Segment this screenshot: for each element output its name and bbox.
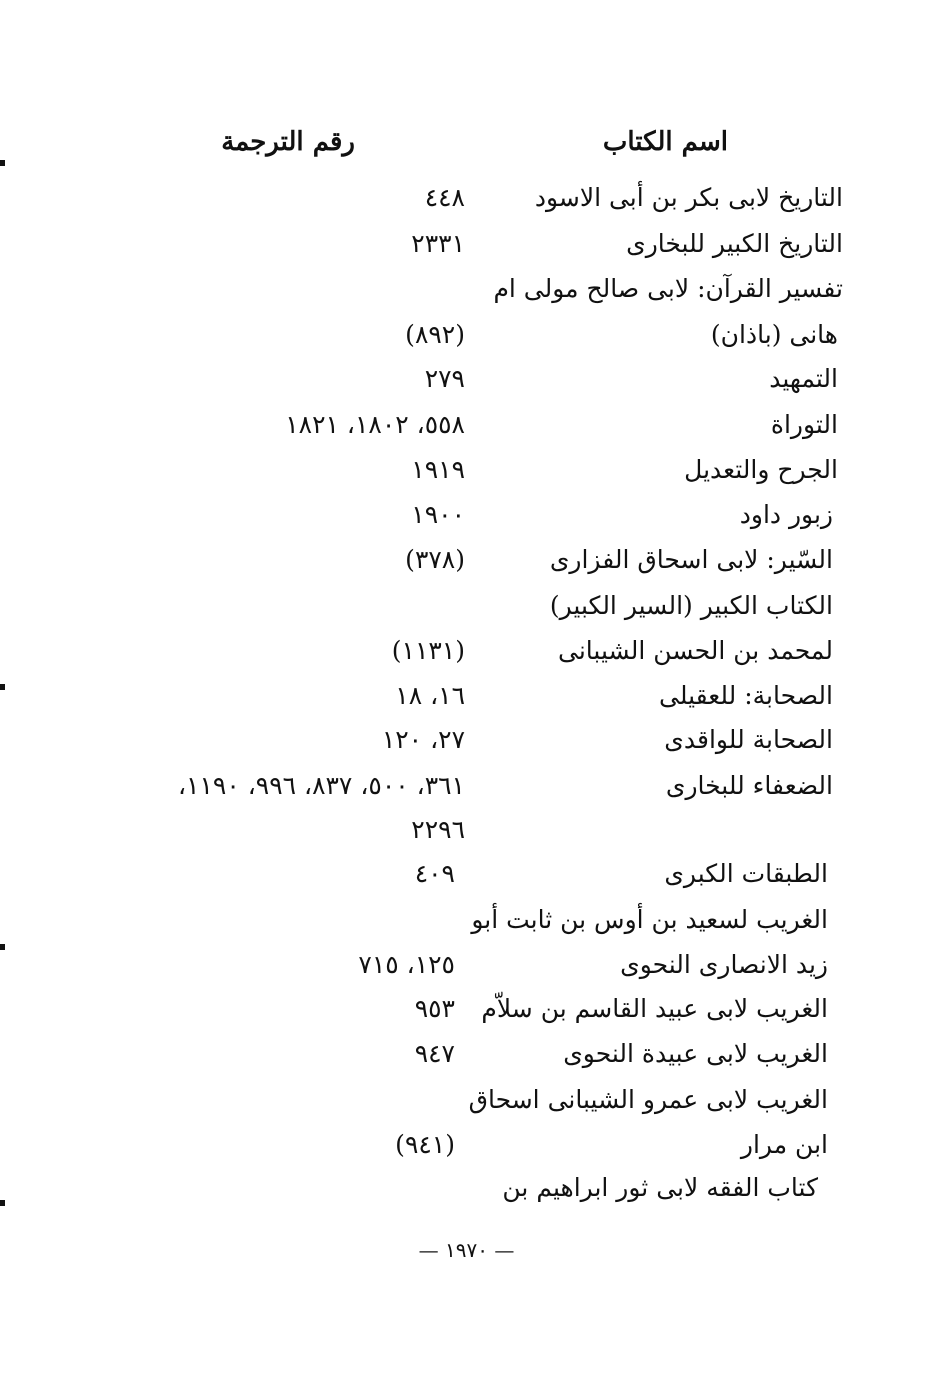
margin-mark — [0, 160, 5, 166]
book-title: السّير: لابى اسحاق الفزارى — [549, 545, 833, 574]
index-row — [0, 274, 933, 318]
entry-number: ١٦، ١٨ — [395, 681, 465, 710]
book-title: الجرح والتعديل — [684, 455, 838, 484]
book-title: كتاب الفقه لابى ثور ابراهيم بن — [502, 1173, 818, 1202]
book-title: التمهيد — [769, 364, 838, 393]
entry-number: ١٩٠٠ — [411, 500, 465, 529]
book-title: الكتاب الكبير (السير الكبير) — [549, 591, 833, 620]
page-number: — ١٩٧٠ — — [418, 1238, 515, 1262]
book-title: الصحابة: للعقيلى — [659, 681, 833, 710]
index-row — [0, 500, 933, 544]
entry-number: ٥٥٨، ١٨٠٢، ١٨٢١ — [285, 410, 465, 439]
index-row — [0, 455, 933, 499]
entry-number: ٣٦١، ٥٠٠، ٨٣٧، ٩٩٦، ١١٩٠، — [177, 771, 465, 800]
index-row — [0, 905, 933, 949]
book-title: زبور داود — [739, 500, 833, 529]
entry-number: (٣٧٨) — [405, 545, 465, 574]
index-row — [0, 591, 933, 635]
index-row — [0, 183, 933, 227]
index-row — [0, 410, 933, 454]
index-row — [0, 725, 933, 769]
entry-number: (١١٣١) — [391, 636, 465, 665]
entry-number: ٢٣٣١ — [411, 229, 465, 258]
index-row — [0, 681, 933, 725]
book-title: الطبقات الكبرى — [664, 859, 828, 888]
index-row — [0, 1039, 933, 1083]
entry-number: (٨٩٢) — [405, 320, 465, 349]
entry-number: ١٩١٩ — [411, 455, 465, 484]
index-row — [0, 545, 933, 589]
book-title: زيد الانصارى النحوى — [620, 950, 828, 979]
index-row — [0, 859, 933, 903]
index-row — [0, 229, 933, 273]
book-title: التاريخ لابى بكر بن أبى الاسود — [534, 183, 843, 212]
index-row — [0, 320, 933, 364]
book-title: تفسير القرآن: لابى صالح مولى ام — [493, 274, 843, 303]
entry-number: ١٢٥، ٧١٥ — [358, 950, 455, 979]
entry-number: ٢٧، ١٢٠ — [381, 725, 465, 754]
book-title: التوراة — [770, 410, 838, 439]
book-title: الغريب لابى عبيد القاسم بن سلاّم — [481, 994, 828, 1023]
index-row — [0, 1173, 933, 1217]
book-title: الصحابة للواقدى — [664, 725, 833, 754]
entry-number: (٩٤١) — [395, 1130, 455, 1159]
entry-number: ٢٧٩ — [424, 364, 465, 393]
index-row — [0, 636, 933, 680]
entry-number: ٢٢٩٦ — [411, 815, 465, 844]
margin-mark — [0, 944, 5, 950]
index-row — [0, 994, 933, 1038]
book-title: هانى (باذان) — [710, 320, 838, 349]
book-title: ابن مرار — [740, 1130, 828, 1159]
margin-mark — [0, 1200, 5, 1206]
book-title: التاريخ الكبير للبخارى — [626, 229, 843, 258]
index-row — [0, 1130, 933, 1174]
entry-number: ٩٥٣ — [414, 994, 455, 1023]
entry-number: ٩٤٧ — [414, 1039, 455, 1068]
book-title: الغريب لابى عبيدة النحوى — [563, 1039, 828, 1068]
index-row — [0, 364, 933, 408]
book-title: الضعفاء للبخارى — [665, 771, 833, 800]
index-row — [0, 815, 933, 859]
index-row — [0, 950, 933, 994]
entry-number: ٤٤٨ — [424, 183, 465, 212]
index-row — [0, 1085, 933, 1129]
column-header-entry-number: رقم الترجمة — [221, 127, 355, 157]
entry-number: ٤٠٩ — [414, 859, 455, 888]
book-title: لمحمد بن الحسن الشيبانى — [557, 636, 833, 665]
book-title: الغريب لسعيد بن أوس بن ثابت أبو — [471, 905, 828, 934]
column-header-book-name: اسم الكتاب — [602, 127, 728, 157]
margin-mark — [0, 684, 5, 690]
index-row — [0, 771, 933, 815]
book-title: الغريب لابى عمرو الشيبانى اسحاق — [468, 1085, 828, 1114]
